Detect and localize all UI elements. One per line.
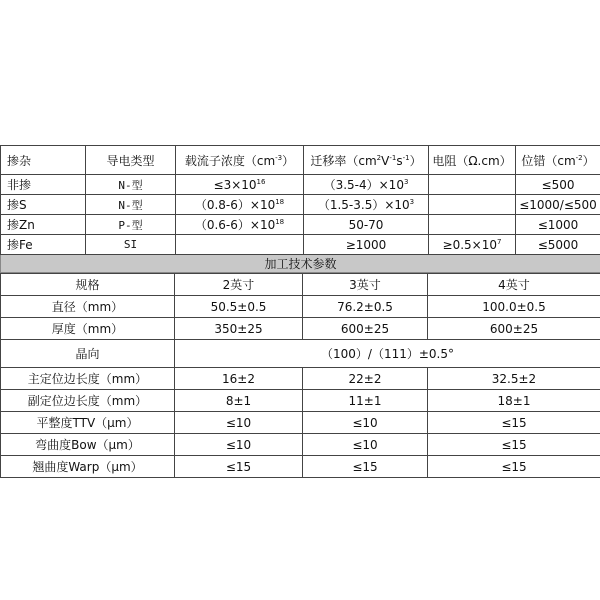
spec-label: 规格 [1,274,175,296]
value-3inch: ≤15 [303,456,428,478]
concentration-cell: $(0.8-6)\times 10^{18}$ [176,195,304,215]
mobility-cell: ≥1000 [304,235,429,255]
concentration-cell: $(0.6-6)\times 10^{18}$ [176,215,304,235]
value-2inch: ≤10 [175,434,303,456]
dopant-cell: 掺Zn [1,215,86,235]
value-3inch: 11±1 [303,390,428,412]
value-3inch: 76.2±0.5 [303,296,428,318]
value-3inch: ≤10 [303,434,428,456]
param-label: 平整度TTV（μm） [1,412,175,434]
value-4inch: ≤15 [428,456,600,478]
spec-4inch: 4英寸 [428,274,600,296]
type-cell: P-型 [86,215,176,235]
process-title-band [1,255,600,273]
doping-row [1,175,600,195]
param-label: 副定位边长度（mm） [1,390,175,412]
value-4inch: ≤15 [428,412,600,434]
doping-table [0,145,600,273]
value-2inch: 50.5±0.5 [175,296,303,318]
header-dislocation: 位错$(cm^{-2})$ [516,146,600,175]
process-table [0,273,600,478]
dopant-cell: 非掺 [1,175,86,195]
doping-row [1,215,600,235]
dopant-cell: 掺S [1,195,86,215]
dislocation-cell: ≤500 [516,175,600,195]
mobility-cell: 50-70 [304,215,429,235]
param-label: 弯曲度Bow（μm） [1,434,175,456]
orientation-row [1,340,600,368]
value-3inch: 22±2 [303,368,428,390]
header-dopant: 掺杂 [1,146,86,175]
dislocation-cell: ≤5000 [516,235,600,255]
process-row [1,412,600,434]
value-2inch: ≤15 [175,456,303,478]
doping-row [1,235,600,255]
value-4inch: 32.5±2 [428,368,600,390]
value-2inch: ≤10 [175,412,303,434]
process-row [1,318,600,340]
param-label: 主定位边长度（mm） [1,368,175,390]
dopant-cell: 掺Fe [1,235,86,255]
orientation-value: （100）/（111）±0.5° [175,340,600,368]
process-row [1,390,600,412]
spec-3inch: 3英寸 [303,274,428,296]
process-row [1,456,600,478]
value-2inch: 350±25 [175,318,303,340]
concentration-cell [176,235,304,255]
header-conductivity-type: 导电类型 [86,146,176,175]
spec-2inch: 2英寸 [175,274,303,296]
value-4inch: 100.0±0.5 [428,296,600,318]
mobility-cell: $(3.5-4)\times 10^3$ [304,175,429,195]
resistivity-cell [429,195,516,215]
value-3inch: ≤10 [303,412,428,434]
process-row [1,368,600,390]
resistivity-cell: $\ge 0.5\times 10^7$ [429,235,516,255]
concentration-cell: $\le 3\times 10^{16}$ [176,175,304,195]
doping-header-row [1,146,600,175]
type-cell: N-型 [86,175,176,195]
process-row [1,434,600,456]
value-4inch: 18±1 [428,390,600,412]
value-2inch: 16±2 [175,368,303,390]
header-resistivity: 电阻（Ω.cm） [429,146,516,175]
resistivity-cell [429,175,516,195]
value-4inch: ≤15 [428,434,600,456]
value-2inch: 8±1 [175,390,303,412]
orientation-label: 晶向 [1,340,175,368]
dislocation-cell: ≤1000 [516,215,600,235]
doping-row [1,195,600,215]
param-label: 翘曲度Warp（μm） [1,456,175,478]
dislocation-cell: ≤1000/≤500 [516,195,600,215]
header-mobility: 迁移率$(cm^2V^{-1}s^{-1})$ [304,146,429,175]
resistivity-cell [429,215,516,235]
process-title: 加工技术参数 [1,255,600,273]
mobility-cell: $(1.5-3.5)\times 10^3$ [304,195,429,215]
param-label: 直径（mm） [1,296,175,318]
spec-document [0,145,600,478]
process-row [1,296,600,318]
header-carrier-concentration: 载流子浓度$(cm^{-3})$ [176,146,304,175]
process-header-row [1,274,600,296]
value-3inch: 600±25 [303,318,428,340]
param-label: 厚度（mm） [1,318,175,340]
value-4inch: 600±25 [428,318,600,340]
type-cell: N-型 [86,195,176,215]
type-cell: SI [86,235,176,255]
